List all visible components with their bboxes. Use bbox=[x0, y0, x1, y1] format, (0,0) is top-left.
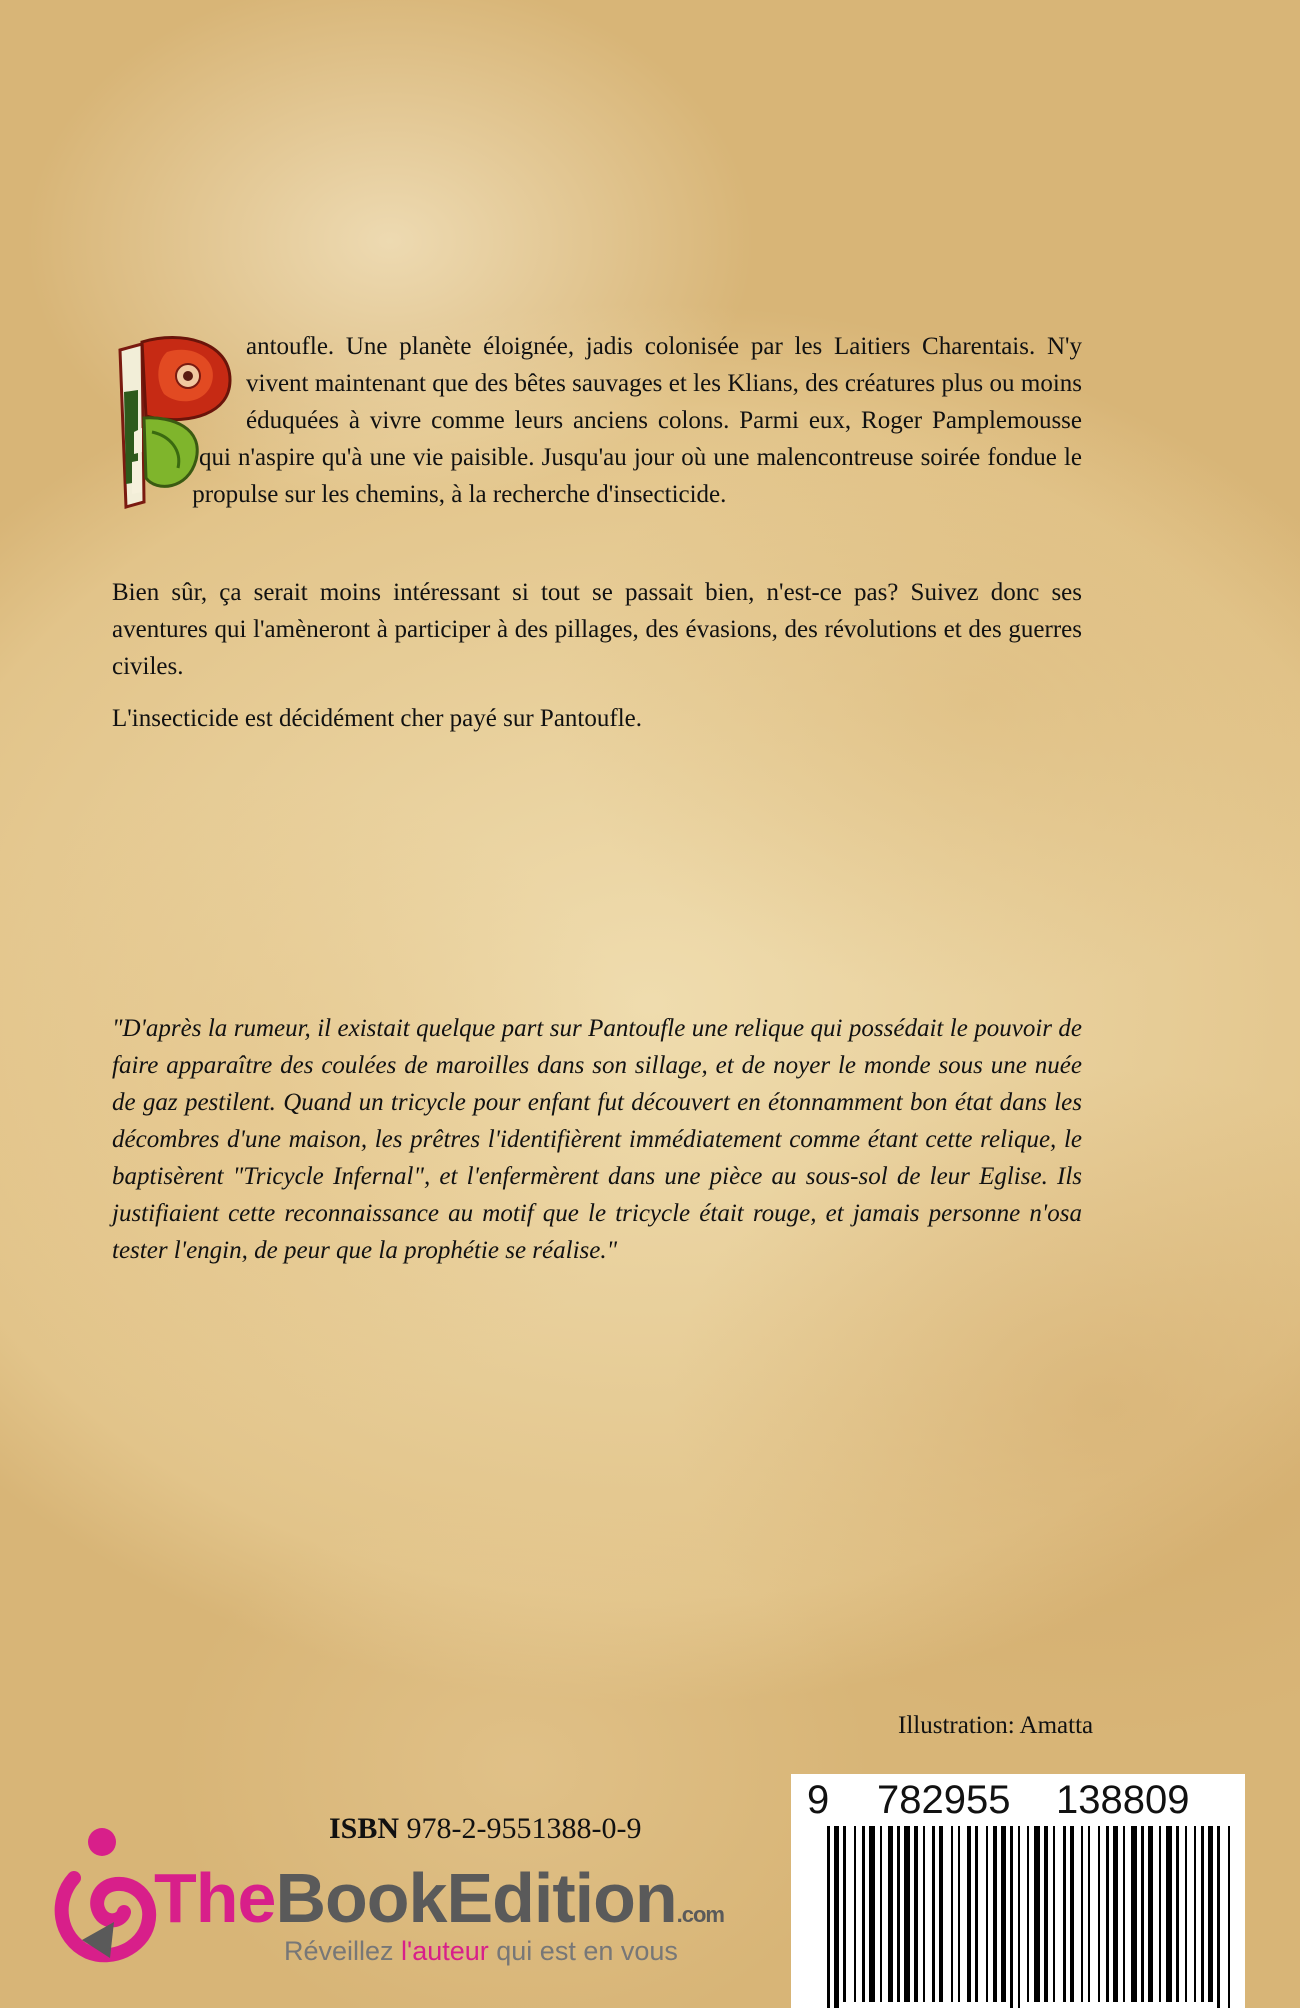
barcode-bar bbox=[1027, 1826, 1029, 2002]
barcode-bar bbox=[888, 1826, 893, 2002]
barcode-bar bbox=[1053, 1826, 1055, 2002]
tagline-highlight: l'auteur bbox=[401, 1936, 489, 1966]
barcode-bar bbox=[932, 1826, 935, 2002]
barcode-bar bbox=[1018, 1826, 1020, 2008]
blurb-paragraph-1-text: antoufle. Une planète éloignée, jadis colonisée par les Laitiers Charentais. N'y vivent maintenant que des bêtes sauvages et les Klians, des créatures plus ou moins éduquées à vivre comme leurs anciens colons. Parmi eux, Roger Pamplemousse qui n'aspire qu'à une vie paisible. Jusqu'au jour où une malencontreuse soirée fondue le propulse sur les chemins, à la recherche d'insecticide. bbox=[192, 333, 1082, 508]
barcode-bar bbox=[914, 1826, 918, 2002]
barcode-bar bbox=[986, 1826, 988, 2002]
barcode-digit-lead: 9 bbox=[807, 1778, 830, 1822]
barcode-bar bbox=[951, 1826, 953, 2002]
barcode-bar bbox=[1001, 1826, 1006, 2002]
barcode-bar bbox=[880, 1826, 882, 2002]
blurb-paragraph-3: L'insecticide est décidément cher payé sur Pantoufle. bbox=[112, 705, 642, 732]
barcode-bar bbox=[1159, 1826, 1161, 2002]
barcode-bar bbox=[1106, 1826, 1109, 2002]
barcode-bar bbox=[1228, 1826, 1230, 2008]
blurb-paragraph-1 bbox=[112, 328, 1082, 513]
isbn-number: 978-2-9551388-0-9 bbox=[406, 1812, 642, 1845]
barcode-bar bbox=[993, 1826, 997, 2002]
barcode-bar bbox=[1044, 1826, 1048, 2002]
barcode-digits bbox=[791, 1774, 1245, 1826]
barcode-bar bbox=[1217, 1826, 1220, 2008]
barcode-bar bbox=[1194, 1826, 1196, 2002]
barcode-bar bbox=[1141, 1826, 1144, 2002]
barcode-digits-right: 138809 bbox=[1056, 1778, 1190, 1822]
barcode-bar bbox=[967, 1826, 971, 2002]
barcode-bars bbox=[791, 1826, 1245, 2008]
barcode bbox=[791, 1774, 1245, 2008]
blurb-paragraph-2: Bien sûr, ça serait moins intéressant si tout se passait bien, n'est-ce pas? Suivez donc ses aventures qui l'amèneront à participer à des pillages, des évasions, des révolutions et des guerres civiles. bbox=[112, 579, 1082, 680]
barcode-bar bbox=[1176, 1826, 1179, 2002]
barcode-bar bbox=[923, 1826, 925, 2002]
barcode-bar bbox=[975, 1826, 978, 2002]
barcode-bar bbox=[827, 1826, 830, 2008]
barcode-bar bbox=[843, 1826, 846, 2002]
barcode-bar bbox=[1070, 1826, 1074, 2002]
barcode-bar bbox=[1010, 1826, 1013, 2008]
publisher-wordmark bbox=[154, 1858, 724, 1938]
excerpt-quote: "D'après la rumeur, il existait quelque part sur Pantoufle une relique qui possédait le pouvoir de faire apparaître des coulées de maroilles dans son sillage, et de noyer le monde sous une nuée de gaz pestilent. Quand un tricycle pour enfant fut découvert en étonnamment bon état dans les décombres d'une maison, les prêtres l'identifièrent immédiatement comme étant cette relique, le baptisèrent "Tricycle Infernal", et l'enfermèrent dans une pièce au sous-sol de leur Eglise. Ils justifiaient cette reconnaissance au motif que le tricycle était rouge, et jamais personne n'osa tester l'engin, de peur que la prophétie se réalise." bbox=[112, 1015, 1082, 1264]
barcode-bar bbox=[1208, 1826, 1213, 2002]
wordmark-com: .com bbox=[676, 1902, 724, 1927]
barcode-bar bbox=[939, 1826, 943, 2002]
tagline-after: qui est en vous bbox=[488, 1936, 678, 1966]
barcode-bar bbox=[904, 1826, 910, 2002]
barcode-bar bbox=[1088, 1826, 1090, 2002]
publisher-tagline bbox=[284, 1936, 678, 1967]
wordmark-the: The bbox=[154, 1859, 276, 1937]
barcode-bar bbox=[862, 1826, 865, 2002]
publisher-logo bbox=[52, 1820, 812, 1970]
wordmark-bookedition: BookEdition bbox=[275, 1859, 677, 1937]
barcode-digits-left: 782955 bbox=[877, 1778, 1011, 1822]
barcode-bar bbox=[1113, 1826, 1118, 2002]
barcode-bar bbox=[1185, 1826, 1187, 2002]
barcode-bar bbox=[1123, 1826, 1125, 2002]
barcode-bar bbox=[1034, 1826, 1040, 2002]
barcode-bar bbox=[1098, 1826, 1100, 2002]
barcode-bar bbox=[1063, 1826, 1066, 2002]
barcode-bar bbox=[869, 1826, 875, 2002]
barcode-bar bbox=[958, 1826, 960, 2002]
barcode-bar bbox=[854, 1826, 856, 2002]
barcode-bar bbox=[897, 1826, 900, 2002]
illustration-credit: Illustration: Amatta bbox=[898, 1712, 1094, 1739]
barcode-bar bbox=[1166, 1826, 1172, 2002]
barcode-bar bbox=[1131, 1826, 1137, 2002]
isbn-label: ISBN bbox=[329, 1812, 400, 1845]
barcode-bar bbox=[834, 1826, 839, 2008]
barcode-bar bbox=[1201, 1826, 1204, 2002]
barcode-bar bbox=[1081, 1826, 1083, 2002]
tagline-before: Réveillez bbox=[284, 1936, 402, 1966]
person-swirl-icon bbox=[52, 1820, 162, 1970]
barcode-bar bbox=[1148, 1826, 1153, 2002]
